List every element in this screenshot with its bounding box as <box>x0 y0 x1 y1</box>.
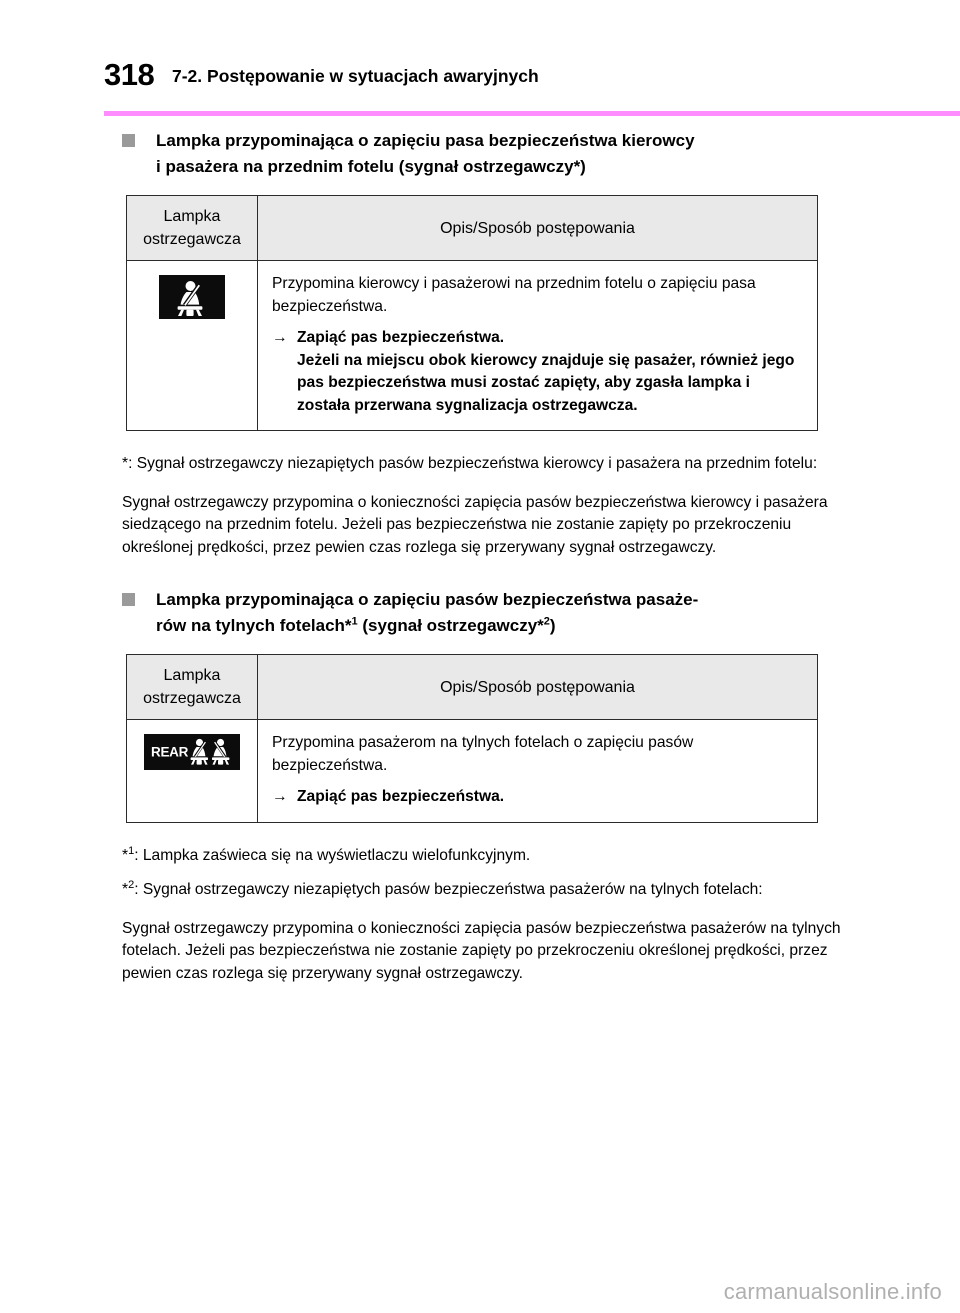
footnote2-sup: 2 <box>128 878 135 891</box>
arrow-icon: → <box>272 788 288 805</box>
description-paragraph: Przypomina kierowcy i pasażerowi na przednim fotelu o zapięciu pasa bezpieczeństwa. <box>272 275 756 315</box>
table-header-row <box>127 655 818 720</box>
paragraph-front-signal: Sygnał ostrzegawczy przypomina o konieczności zapięcia pasów bezpieczeństwa kierowcy i pasażera siedzącego na przednim fotelu. Jeżeli pas bezpieczeństwa nie zostanie zapięty po przekroczeniu określonej prędkości, przez pewien czas rozlega się przerywany sygnał ostrzegawczy. <box>122 493 828 556</box>
column-header-description: Opis/Sposób postępowania <box>258 655 818 720</box>
column-header-lamp-line1: Lampka <box>163 667 221 684</box>
footnote2-marker: * <box>122 881 129 898</box>
footnote-front-signal <box>122 453 870 476</box>
footnote-rear-display <box>122 845 870 868</box>
instruction-block <box>272 786 803 809</box>
table-header-row <box>127 196 818 261</box>
description-paragraph: Przypomina pasażerom na tylnych fotelach o zapięciu pasów bezpieczeństwa. <box>272 734 694 774</box>
header-rule <box>104 111 960 116</box>
instruction-block <box>272 327 803 417</box>
column-header-lamp-line1: Lampka <box>163 208 221 225</box>
page-number: 318 <box>104 57 155 92</box>
section2-heading-line2b: (sygnał ostrzegawczy* <box>357 615 544 635</box>
footnote-marker: * <box>122 455 129 472</box>
column-header-lamp-line2: ostrzegawcza <box>143 231 241 248</box>
arrow-icon: → <box>272 329 288 346</box>
seatbelt-warning-lamp-icon <box>159 275 225 319</box>
column-header-description: Opis/Sposób postępowania <box>258 196 818 261</box>
instruction-line1: Zapiąć pas bezpieczeństwa. <box>297 329 505 346</box>
section-heading-rear-seatbelt <box>122 587 886 638</box>
footnote2-text: : Sygnał ostrzegawczy niezapiętych pasów bezpieczeństwa pasażerów na tylnych fotelach: <box>134 881 763 898</box>
description-cell <box>258 261 818 431</box>
section2-heading-sup2: 2 <box>543 614 550 627</box>
instruction-line2: Jeżeli na miejscu obok kierowcy znajduje się pasażer, również jego pas bezpieczeństwa musi zostać zapięty, aby zgasła lampka i została przerwana sygnalizacja ostrzegawcza. <box>297 351 795 414</box>
section1-heading-line2: i pasażera na przednim fotelu (sygnał ostrzegawczy*) <box>156 156 586 176</box>
footnote1-marker: * <box>122 846 129 864</box>
instruction-line1: Zapiąć pas bezpieczeństwa. <box>297 788 505 805</box>
description-cell <box>258 720 818 823</box>
column-header-lamp <box>127 655 258 720</box>
chapter-title: 7-2. Postępowanie w sytuacjach awaryjnych <box>172 66 539 86</box>
page-content <box>0 128 960 985</box>
rear-label: REAR <box>151 744 189 760</box>
paragraph-rear-signal: Sygnał ostrzegawczy przypomina o konieczności zapięcia pasów bezpieczeństwa pasażerów na tylnych fotelach. Jeżeli pas bezpieczeństwa nie zostanie zapięty po przekroczeniu określonej prędkości, przez pewien czas rozlega się przerywany sygnał ostrzegawczy. <box>122 919 841 982</box>
table-row <box>127 261 818 431</box>
square-bullet-icon <box>122 134 135 147</box>
page-header <box>0 56 960 108</box>
column-header-lamp-line2: ostrzegawcza <box>143 690 241 707</box>
footnote-text: : Sygnał ostrzegawczy niezapiętych pasów bezpieczeństwa kierowcy i pasażera na przednim fotelu: <box>128 455 818 472</box>
square-bullet-icon <box>122 593 135 606</box>
footnote1-text: : Lampka zaświeca się na wyświetlaczu wielofunkcyjnym. <box>134 846 531 864</box>
rear-seatbelt-warning-lamp-icon <box>144 734 240 770</box>
column-header-lamp <box>127 196 258 261</box>
footnote1-sup: 1 <box>128 844 135 857</box>
section2-heading-line2c: ) <box>549 615 556 635</box>
section2-heading-line1: Lampka przypominająca o zapięciu pasów bezpieczeństwa pasaże- <box>156 590 699 609</box>
footnote-rear-signal <box>122 879 870 902</box>
section2-heading-sup1: 1 <box>351 614 358 627</box>
lamp-icon-cell <box>127 720 258 823</box>
watermark: carmanualsonline.info <box>723 1279 942 1304</box>
lamp-icon-cell <box>127 261 258 431</box>
warning-lamp-table-rear <box>126 654 818 823</box>
section-heading-front-seatbelt <box>122 128 886 179</box>
section1-heading-line1: Lampka przypominająca o zapięciu pasa bezpieczeństwa kierowcy <box>156 131 695 150</box>
section2-heading-line2a: rów na tylnych fotelach* <box>156 615 352 635</box>
warning-lamp-table-front <box>126 195 818 431</box>
table-row <box>127 720 818 823</box>
